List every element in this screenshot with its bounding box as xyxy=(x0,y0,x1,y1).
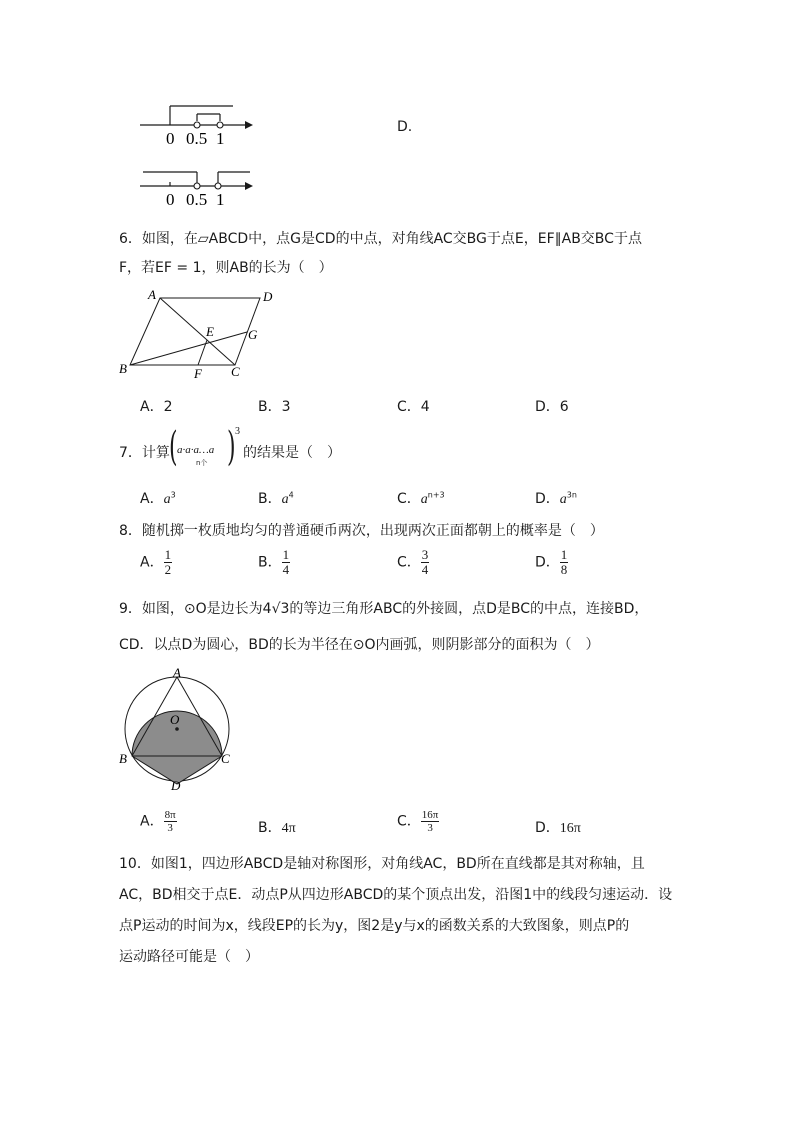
q7-option-b: B．$a^4$ xyxy=(258,490,294,507)
numberline-e xyxy=(140,172,253,209)
numberline-c xyxy=(140,106,253,148)
numberline-label: 0.5 xyxy=(186,190,208,209)
parallelogram-figure xyxy=(115,285,285,380)
q6-stem-line2: F，若EF = 1，则AB的长为（ ） xyxy=(119,260,333,276)
q7-option-c: C．$a^{n+3}$ xyxy=(397,490,445,507)
numberline-label: 0 xyxy=(166,129,175,148)
q10-stem-line1: 10．如图1，四边形ABCD是轴对称图形，对角线AC，BD所在直线都是其对称轴，且 xyxy=(119,856,645,872)
q7-expr-main: a·a·a…a xyxy=(177,444,215,456)
q9-stem-line1: 9．如图，⊙O是边长为4√3的等边三角形ABC的外接圆，点D是BC的中点，连接BD， xyxy=(119,601,649,617)
point-label: D xyxy=(263,289,273,304)
q8-option-b: B． $\frac{1}{4}$ xyxy=(258,547,290,577)
q7-prefix: 7．计算 xyxy=(119,445,170,461)
q6-option-d: D．6 xyxy=(535,399,569,415)
q7-option-d: D．$a^{3n}$ xyxy=(535,490,577,507)
q7-expr-under: n个 xyxy=(196,459,208,467)
numberline-label: 1 xyxy=(216,190,225,209)
point-label: C xyxy=(231,364,240,379)
q7-exponent: 3 xyxy=(235,426,240,437)
q8-option-d: D． $\frac{1}{8}$ xyxy=(535,547,568,577)
q10-stem-line2: AC，BD相交于点E．动点P从四边形ABCD的某个顶点出发，沿图1中的线段匀速运动．设 xyxy=(119,887,673,903)
q8-stem: 8．随机掷一枚质地均匀的普通硬币两次，出现两次正面都朝上的概率是（ ） xyxy=(119,523,604,539)
q10-stem-line3: 点P运动的时间为x，线段EP的长为y，图2是y与x的函数关系的大致图象，则点P的 xyxy=(119,918,630,934)
q9-stem-line2: CD．以点D为圆心，BD的长为半径在⊙O内画弧，则阴影部分的面积为（ ） xyxy=(119,637,600,653)
numberline-label: 0.5 xyxy=(186,129,208,148)
q7-option-a: A．$a^3$ xyxy=(140,490,176,507)
q8-option-a: A． $\frac{1}{2}$ xyxy=(140,547,172,577)
circle-triangle-figure xyxy=(115,662,245,792)
q9-option-c: C． $\frac{16\pi}{3}$ xyxy=(397,809,439,834)
numberline-label: 1 xyxy=(216,129,225,148)
point-label: A xyxy=(148,287,156,302)
point-label: B xyxy=(119,751,127,766)
q10-stem-line4: 运动路径可能是（ ） xyxy=(119,949,259,965)
q6-stem-line1: 6．如图，在▱ABCD中，点G是CD的中点，对角线AC交BG于点E，EF∥AB交BC于点 xyxy=(119,231,642,247)
q6-option-b: B．3 xyxy=(258,399,291,415)
point-label: G xyxy=(248,327,258,342)
point-label: B xyxy=(119,361,127,376)
point-label: C xyxy=(221,751,230,766)
point-label: F xyxy=(194,366,202,380)
point-label: D xyxy=(171,778,181,792)
q9-option-d: D．16π xyxy=(535,820,581,836)
q7-expression: ( a·a·a…a n个 ) 3 xyxy=(169,424,240,470)
q8-option-c: C． $\frac{3}{4}$ xyxy=(397,547,429,577)
q6-option-c: C．4 xyxy=(397,399,430,415)
numberline-figures xyxy=(135,98,260,210)
point-label: O xyxy=(170,712,180,727)
q6-option-a: A．2 xyxy=(140,399,173,415)
q9-option-b: B．4π xyxy=(258,820,296,836)
point-label: A xyxy=(173,665,181,680)
numberline-label: 0 xyxy=(166,190,175,209)
q9-option-a: A． $\frac{8\pi}{3}$ xyxy=(140,809,176,834)
q5-option-d: D. xyxy=(397,119,413,135)
point-label: E xyxy=(206,324,214,339)
q7-suffix: 的结果是（ ） xyxy=(243,445,341,461)
